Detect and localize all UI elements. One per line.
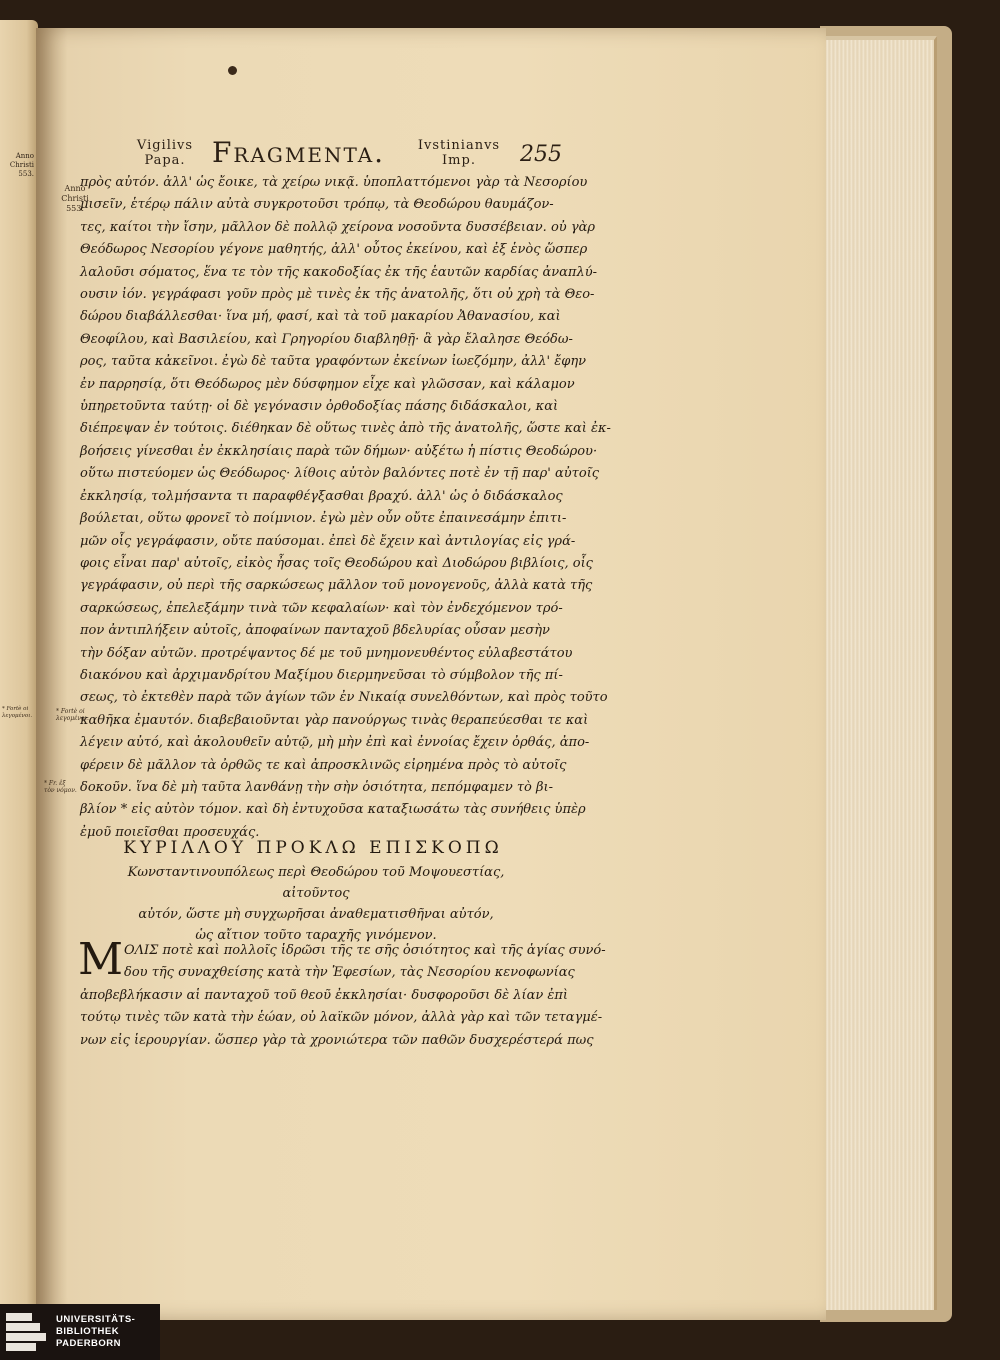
library-logo: UNIVERSITÄTS- BIBLIOTHEK PADERBORN bbox=[0, 1304, 160, 1360]
text-line: ἀποβεβλήκασιν αἱ πανταχοῦ τοῦ θεοῦ ἐκκλησίαι· δυσφοροῦσι δὲ λίαν ἐπὶ bbox=[80, 987, 569, 1003]
text-line: ΟΛΙΣ ποτὲ καὶ πολλοῖς ἱδρῶσι τῆς τε σῆς ὁσιότητος καὶ τῆς ἁγίας συνό- bbox=[124, 943, 606, 958]
text-line: διακόνου καὶ ἀρχιμανδρίτου Μαξίμου διερμηνεῦσαι τὸ σύμβολον τῆς πί- bbox=[80, 667, 563, 683]
text-line: Θεοφίλου, καὶ Βασιλείου, καὶ Γρηγορίου διαβληθῇ· ἃ γὰρ ἔλαλησε Θεόδω- bbox=[80, 331, 573, 347]
ink-spot bbox=[228, 66, 237, 75]
previous-page-edge bbox=[0, 20, 38, 1320]
margin-year-note: Anno Christi 553. bbox=[61, 184, 89, 213]
text-line: Θεόδωρος Νεσορίου γέγονε μαθητής, ἀλλ' οὗτος ἐκείνου, καὶ ἐξ ἑνὸς ὥσπερ bbox=[80, 242, 588, 258]
text-line: γεγράφασιν, οὐ περὶ τῆς σαρκώσεως μᾶλλον τοῦ μονογενοῦς, ἀλλὰ κατὰ τῆς bbox=[80, 578, 593, 594]
letter-text bbox=[78, 934, 606, 1052]
text-line: φέρειν δὲ μᾶλλον τὰ ὀρθῶς τε καὶ ἀπροσκλινῶς εἰρημένα πρὸς τὸ αὐτοῖς bbox=[80, 757, 567, 773]
section-title: ΚΥΡΙΛΛΟΥ ΠΡΟΚΛΩ ΕΠΙΣΚΟΠΩ bbox=[123, 838, 503, 858]
text-line: τὴν δόξαν αὐτῶν. προτρέψαντος δέ με τοῦ μνημονευθέντος εὐλαβεστάτου bbox=[80, 645, 573, 661]
text-line: βούλεται, οὕτω φρονεῖ τὸ ποίμνιον. ἐγὼ μὲν οὖν οὔτε ἐπαινεσάμην ἐπιτι- bbox=[80, 511, 567, 527]
page-edges bbox=[822, 36, 937, 1310]
text-line: νων εἰς ἱερουργίαν. ὥσπερ γὰρ τὰ χρονιώτερα τῶν παθῶν δυσχερέστερά πως bbox=[80, 1032, 594, 1048]
text-line: καθῆκα ἐμαυτόν. διαβεβαιοῦνται γὰρ πανούργως τινὰς θεραπεύεσθαι τε καὶ bbox=[80, 712, 589, 728]
text-line: ρος, ταῦτα κἀκεῖνοι. ἐγὼ δὲ ταῦτα γραφόντων ἐκείνων ἰωεζόμην, ἀλλ' ἔφην bbox=[80, 354, 587, 370]
text-line: λέγειν αὐτό, καὶ ἀκολουθεῖν αὐτῷ, μὴ μὴν ἐπὶ καὶ ἐννοίας ἔχειν ὀρθάς, ἀπο- bbox=[80, 735, 590, 751]
drop-cap: Μ bbox=[78, 934, 124, 985]
text-line: δου τῆς συναχθείσης κατὰ τὴν Ἐφεσίων, τὰς Νεσορίου κενοφωνίας bbox=[124, 965, 575, 981]
text-line: βλίον * εἰς αὐτὸν τόμον. καὶ δὴ ἐντυχοῦσα καταξιωσάτω τὰς συνήθεις ὑπὲρ bbox=[80, 802, 586, 818]
margin-note-b: * Fr. ἐξ τὸν νόμον. bbox=[44, 780, 77, 794]
text-line: φοις εἶναι παρ' αὐτοῖς, εἰκὸς ἦσας τοῖς Θεοδώρου καὶ Διοδώρου βιβλίοις, οἷς bbox=[80, 555, 593, 571]
previous-page-margin: Anno Christi 553. bbox=[9, 152, 34, 178]
text-line: μισεῖν, ἑτέρῳ πάλιν αὐτὰ συγκροτοῦσι τρόπῳ, τὰ Θεοδώρου θαυμάζον- bbox=[80, 197, 554, 213]
text-line: ὑπηρετοῦντα ταύτῃ· οἱ δὲ γεγόνασιν ὀρθοδοξίας πάσης διδάσκαλοι, καὶ bbox=[80, 399, 559, 415]
text-line: τες, καίτοι τὴν ἴσην, μᾶλλον δὲ πολλῷ χείρονα νοσοῦντα δυσσέβειαν. οὐ γὰρ bbox=[80, 219, 596, 235]
text-line: πρὸς αὐτόν. ἀλλ' ὡς ἔοικε, τὰ χείρω νικᾷ. ὑποπλαττόμενοι γὰρ τὰ Νεσορίου bbox=[80, 175, 588, 190]
main-text bbox=[80, 172, 611, 844]
text-line: οὕτω πιστεύομεν ὡς Θεόδωρος· λίθοις αὐτὸν βαλόντες ποτὲ ἐν τῇ παρ' αὐτοῖς bbox=[80, 466, 600, 482]
text-line: σεως, τὸ ἐκτεθὲν παρὰ τῶν ἁγίων τῶν ἐν Νικαίᾳ συνελθόντων, καὶ πρὸς τοῦτο bbox=[80, 690, 608, 706]
text-line: πον ἀντιπλήξειν αὐτοῖς, ἀποφαίνων πανταχοῦ βδελυρίας οὖσαν μεσὴν bbox=[80, 623, 550, 639]
section-subtitle: Κωνσταντινουπόλεως περὶ Θεοδώρου τοῦ Μοψουεστίας, αἰτοῦντος αὐτόν, ὥστε μὴ συγχωρῆσαι ἀναθεματισθῆναι αὐτόν, ὡς αἴτιον τοῦτο ταραχῆς γινόμενον. bbox=[127, 865, 505, 943]
text-line: ἐμοῦ ποιεῖσθαι προσευχάς. bbox=[80, 824, 260, 840]
text-line: δοκοῦν. ἵνα δὲ μὴ ταῦτα λανθάνῃ τὴν σὴν ὁσιότητα, πεπόμφαμεν τὸ βι- bbox=[80, 779, 554, 795]
text-line: ἐν παρρησίᾳ, ὅτι Θεόδωρος μὲν δύσφημον εἶχε καὶ γλῶσσαν, καὶ κάλαμον bbox=[80, 376, 575, 392]
text-line: σαρκώσεως, ἐπελεξάμην τινὰ τῶν κεφαλαίων· καὶ τὸν ἐνδεχόμενον τρό- bbox=[80, 600, 563, 616]
text-line: βοήσεις γίνεσθαι ἐν ἐκκλησίαις παρὰ τῶν δήμων· αὐξέτω ἡ πίστις Θεοδώρου· bbox=[80, 443, 598, 459]
margin-note-a: * Fortè oi λεγομένοι. bbox=[56, 708, 89, 722]
library-logo-icon bbox=[6, 1311, 48, 1353]
running-head-left: Vigilivs Papa. bbox=[136, 138, 194, 168]
text-line: λαλοῦσι σόματος, ἕνα τε τὸν τῆς κακοδοξίας ἐκ τῆς ἑαυτῶν καρδίας ἀναπλύ- bbox=[80, 264, 597, 280]
previous-page-note: * Fortè oi λεγομένοι. bbox=[2, 706, 33, 719]
text-line: μῶν οἷς γεγράφασιν, οὔτε παύσομαι. ἐπεὶ δὲ ἔχειν καὶ ἀντιλογίας εἰς γρά- bbox=[80, 533, 576, 549]
text-line: ουσιν ἰόν. γεγράφασι γοῦν πρὸς μὲ τινὲς ἐκ τῆς ἀνατολῆς, ὅτι οὐ χρὴ τὰ Θεο- bbox=[80, 287, 595, 303]
text-line: τούτῳ τινὲς τῶν κατὰ τὴν ἑώαν, οὐ λαϊκῶν μόνον, ἀλλὰ γὰρ καὶ τῶν τεταγμέ- bbox=[80, 1010, 603, 1026]
running-head-title: Fragmenta. bbox=[212, 136, 386, 169]
page-number: 255 bbox=[520, 142, 562, 167]
text-line: ἐκκλησίᾳ, τολμήσαντα τι παραφθέγξασθαι βραχύ. ἀλλ' ὡς ὁ διδάσκαλος bbox=[80, 488, 563, 504]
running-head-right: Ivstinianvs Imp. bbox=[417, 138, 501, 168]
text-line: δώρου διαβάλλεσθαι· ἵνα μή, φασί, καὶ τὰ τοῦ μακαρίου Ἀθανασίου, καὶ bbox=[80, 309, 561, 325]
text-line: διέπρεψαν ἐν τούτοις. διέθηκαν δὲ οὕτως τινὲς ἀπὸ τῆς ἀνατολῆς, ὥστε καὶ ἐκ- bbox=[80, 421, 611, 437]
